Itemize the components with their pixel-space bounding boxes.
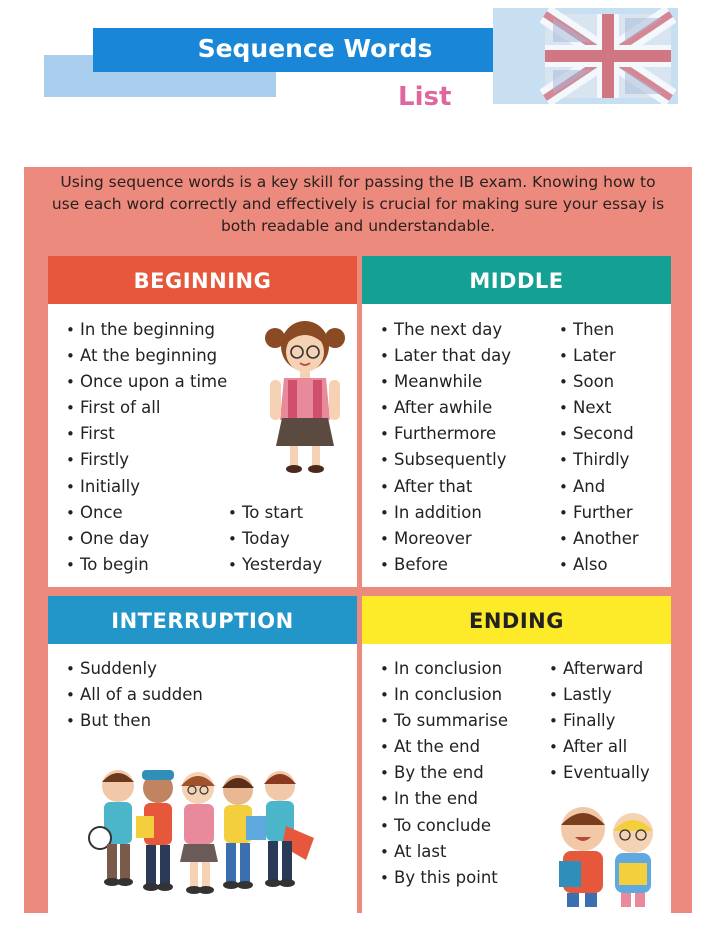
beginning-word-item: • First of all xyxy=(66,395,227,421)
beginning-word-item: • First xyxy=(66,421,227,447)
interruption-word-item: • Suddenly xyxy=(66,656,203,682)
intro-text: Using sequence words is a key skill for passing the IB exam. Knowing how to use each word correctly and effectively is crucial for making sure your essay is both readable and understandable. xyxy=(51,173,665,235)
ending-word-item: • Afterward xyxy=(549,656,650,682)
middle-list-extra xyxy=(559,317,639,578)
middle-list xyxy=(380,317,511,578)
ending-word-item: • Lastly xyxy=(549,682,650,708)
ending-word-item: • Eventually xyxy=(549,760,650,786)
middle-word-item: • Subsequently xyxy=(380,447,511,473)
middle-word-item: • The next day xyxy=(380,317,511,343)
ending-heading: ENDING xyxy=(362,596,671,644)
middle-word-item: • Furthermore xyxy=(380,421,511,447)
ending-word-item: • To conclude xyxy=(380,813,508,839)
page-subtitle: List xyxy=(398,82,452,112)
middle-word-item: • Before xyxy=(380,552,511,578)
beginning-word-item: • In the beginning xyxy=(66,317,227,343)
interruption-word-item: • All of a sudden xyxy=(66,682,203,708)
students-group-illustration xyxy=(86,758,326,908)
ending-list xyxy=(380,656,508,891)
middle-word-item: • Later that day xyxy=(380,343,511,369)
ending-word-item: • In the end xyxy=(380,786,508,812)
middle-word-item: • Soon xyxy=(559,369,639,395)
middle-word-item: • Second xyxy=(559,421,639,447)
middle-word-item: • Moreover xyxy=(380,526,511,552)
ending-list-extra xyxy=(549,656,650,786)
ending-word-item: • To summarise xyxy=(380,708,508,734)
interruption-list xyxy=(66,656,203,734)
beginning-list-extra xyxy=(228,500,322,578)
middle-word-item: • And xyxy=(559,474,639,500)
page-title: Sequence Words xyxy=(93,28,537,72)
kids-illustration xyxy=(547,801,667,911)
middle-word-item: • Another xyxy=(559,526,639,552)
beginning-word-item: • Today xyxy=(228,526,322,552)
ending-word-item: • At last xyxy=(380,839,508,865)
middle-word-item: • Also xyxy=(559,552,639,578)
ending-word-item: • After all xyxy=(549,734,650,760)
middle-word-item: • Then xyxy=(559,317,639,343)
middle-word-item: • Meanwhile xyxy=(380,369,511,395)
middle-heading: MIDDLE xyxy=(362,256,671,304)
poster xyxy=(24,167,692,913)
ending-word-item: • By the end xyxy=(380,760,508,786)
middle-word-item: • Further xyxy=(559,500,639,526)
beginning-word-item: • Yesterday xyxy=(228,552,322,578)
middle-word-item: • After awhile xyxy=(380,395,511,421)
beginning-word-item: • Once xyxy=(66,500,227,526)
ending-word-item: • At the end xyxy=(380,734,508,760)
beginning-panel xyxy=(48,256,357,587)
beginning-word-item: • At the beginning xyxy=(66,343,227,369)
ending-word-item: • Finally xyxy=(549,708,650,734)
ending-word-item: • In conclusion xyxy=(380,682,508,708)
beginning-word-item: • One day xyxy=(66,526,227,552)
beginning-word-item: • Initially xyxy=(66,474,227,500)
beginning-heading: BEGINNING xyxy=(48,256,357,304)
middle-word-item: • Next xyxy=(559,395,639,421)
beginning-word-item: • Firstly xyxy=(66,447,227,473)
middle-word-item: • Thirdly xyxy=(559,447,639,473)
middle-panel xyxy=(362,256,671,587)
interruption-panel xyxy=(48,596,357,916)
beginning-word-item: • To start xyxy=(228,500,322,526)
uk-flag-icon xyxy=(493,8,678,104)
middle-word-item: • After that xyxy=(380,474,511,500)
ending-word-item: • By this point xyxy=(380,865,508,891)
girl-illustration xyxy=(258,316,353,481)
ending-panel xyxy=(362,596,671,916)
ending-word-item: • In conclusion xyxy=(380,656,508,682)
beginning-list xyxy=(66,317,227,578)
beginning-word-item: • Once upon a time xyxy=(66,369,227,395)
interruption-heading: INTERRUPTION xyxy=(48,596,357,644)
middle-word-item: • Later xyxy=(559,343,639,369)
middle-word-item: • In addition xyxy=(380,500,511,526)
beginning-word-item: • To begin xyxy=(66,552,227,578)
interruption-word-item: • But then xyxy=(66,708,203,734)
